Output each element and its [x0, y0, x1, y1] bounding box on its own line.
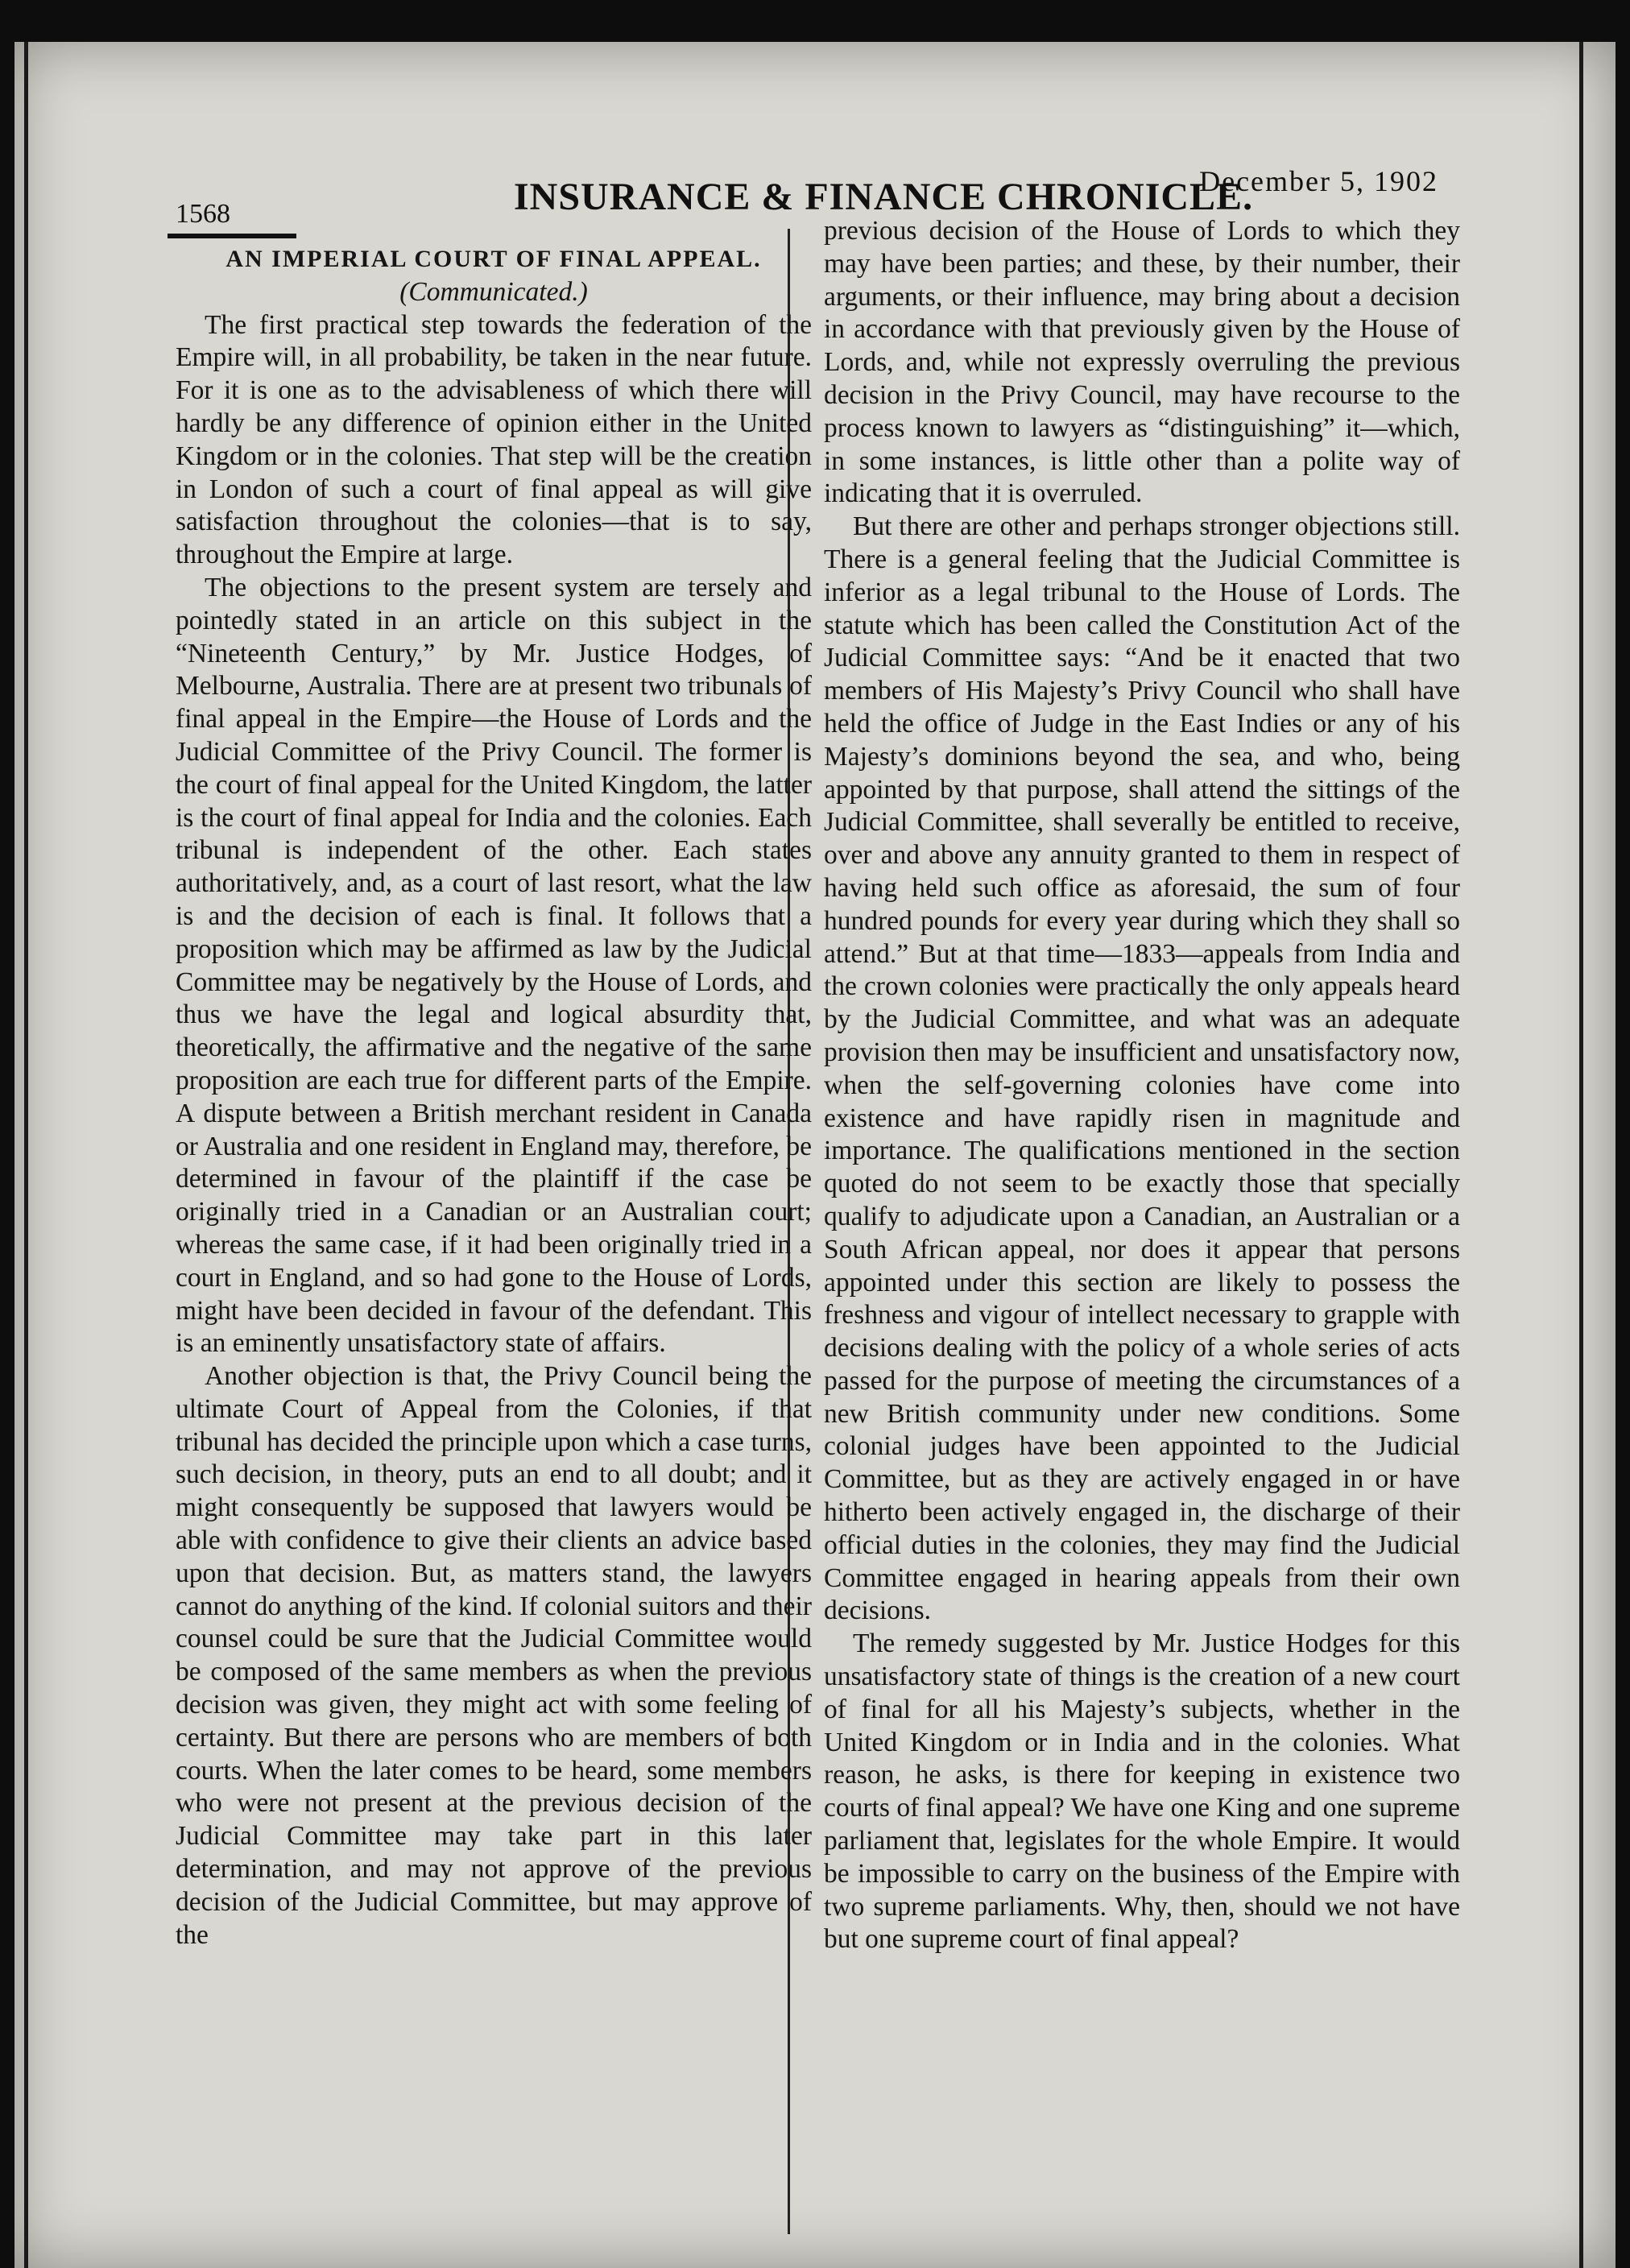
page-right-border: [1579, 42, 1583, 2268]
page-left-border: [24, 42, 28, 2268]
paragraph: The objections to the present system are tersely and pointedly stated in an article on this subject in the “Nineteenth Century,” by Mr. Justice Hodges, of Melbourne, Australia. There are at present two tribunals of final appeal in the Empire—the House of Lords and the Judicial Committee of the Privy Council. The former is the court of final appeal for the United Kingdom, the latter is the court of final appeal for India and the colonies. Each tribunal is independent of the other. Each states authoritatively, and, as a court of last resort, what the law is and the decision of each is final. It follows that a proposition which may be affirmed as law by the Judicial Committee may be negatively by the House of Lords, and thus we have the legal and logical absurdity that, theoretically, the affirmative and the negative of the same proposition are each true for different parts of the Empire. A dispute between a British merchant resident in Canada or Australia and one resident in England may, therefore, be determined in favour of the plaintiff if the case be originally tried in a Canadian or an Australian court; whereas the same case, if it had been originally tried in a court in England, and so had gone to the House of Lords, might have been decided in favour of the defendant. This is an eminently unsatisfactory state of affairs.: [176, 572, 812, 1359]
page-header: [168, 114, 1438, 227]
paragraph: previous decision of the House of Lords to which they may have been parties; and these, by their number, their arguments, or their influence, may bring about a decision in accordance with that previously given by the House of Lords, and, while not expressly overruling the previous decision in the Privy Council, may have recourse to the process known to lawyers as “distinguishing” it—which, in some instances, is little other than a polite way of indicating that it is overruled.: [824, 216, 1460, 509]
left-column: [176, 243, 812, 1951]
paragraph: The first practical step towards the federation of the Empire will, in all probability, be taken in the near future. For it is one as to the advisableness of which there will hardly be any difference of opinion either in the United Kingdom or in the colonies. That step will be the creation in London of such a court of final appeal as will give satisfaction throughout the colonies—that is to say, throughout the Empire at large.: [176, 309, 812, 570]
paragraph: Another objection is that, the Privy Council being the ultimate Court of Appeal from the Colonies, if that tribunal has decided the principle upon which a case turns, such decision, in theory, puts an end to all doubt; and it might consequently be supposed that lawyers would be able with confidence to give their clients an advice based upon that decision. But, as matters stand, the lawyers cannot do anything of the kind. If colonial suitors and their counsel could be sure that the Judicial Committee would be composed of the same members as when the previous decision was given, they might act with some feeling of certainty. But there are persons who are members of both courts. When the later comes to be heard, some members who were not present at the previous decision of the Judicial Committee may take part in this later determination, and may not approve of the previous decision of the Judicial Committee, but may approve of the: [176, 1361, 812, 1950]
issue-date: December 5, 1902: [1199, 165, 1438, 197]
article-subtitle: (Communicated.): [399, 276, 588, 307]
page-number: 1568: [176, 199, 230, 229]
article-title: AN IMPERIAL COURT OF FINAL APPEAL.: [225, 246, 762, 272]
newspaper-page: [14, 42, 1616, 2268]
paragraph: The remedy suggested by Mr. Justice Hodges for this unsatisfactory state of things is the creation of a new court of final for all his Majesty’s subjects, whether in the United Kingdom or in India and in the colonies. What reason, he asks, is there for keeping in existence two courts of final appeal? We have one King and one supreme parliament that, legislates for the whole Empire. It would be impossible to carry on the business of the Empire with two supreme parliaments. Why, then, should we not have but one supreme court of final appeal?: [824, 1629, 1460, 1955]
header-rule: [168, 234, 296, 238]
paragraph: But there are other and perhaps stronger objections still. There is a general feeling that the Judicial Committee is inferior as a legal tribunal to the House of Lords. The statute which has been called the Constitution Act of the Judicial Committee says: “And be it enacted that two members of His Majesty’s Privy Council who shall have held the office of Judge in the East Indies or any of his Majesty’s dominions beyond the sea, and who, being appointed by that purpose, shall attend the sittings of the Judicial Committee, shall severally be entitled to receive, over and above any annuity granted to them in respect of having held such office as aforesaid, the sum of four hundred pounds for every year during which they shall so attend.” But at that time—1833—appeals from India and the crown colonies were practically the only appeals heard by the Judicial Committee, and what was an adequate provision then may be insufficient and unsatisfactory now, when the self-governing colonies have come into existence and have rapidly risen in magnitude and importance. The qualifications mentioned in the section quoted do not seem to be exactly those that specially qualify to adjudicate upon a Canadian, an Australian or a South African appeal, nor does it appear that persons appointed under this section are likely to possess the freshness and vigour of intellect necessary to grapple with decisions dealing with the policy of a whole series of acts passed for the purpose of meeting the circumstances of a new British community under new conditions. Some colonial judges have been appointed to the Judicial Committee, but as they are actively engaged in or have hitherto been actively engaged in, the discharge of their official duties in the colonies, they may find the Judicial Committee engaged in hearing appeals from their own decisions.: [824, 511, 1460, 1626]
publication-title: INSURANCE & FINANCE CHRONICLE.: [514, 176, 1254, 218]
right-column: [824, 215, 1460, 1956]
